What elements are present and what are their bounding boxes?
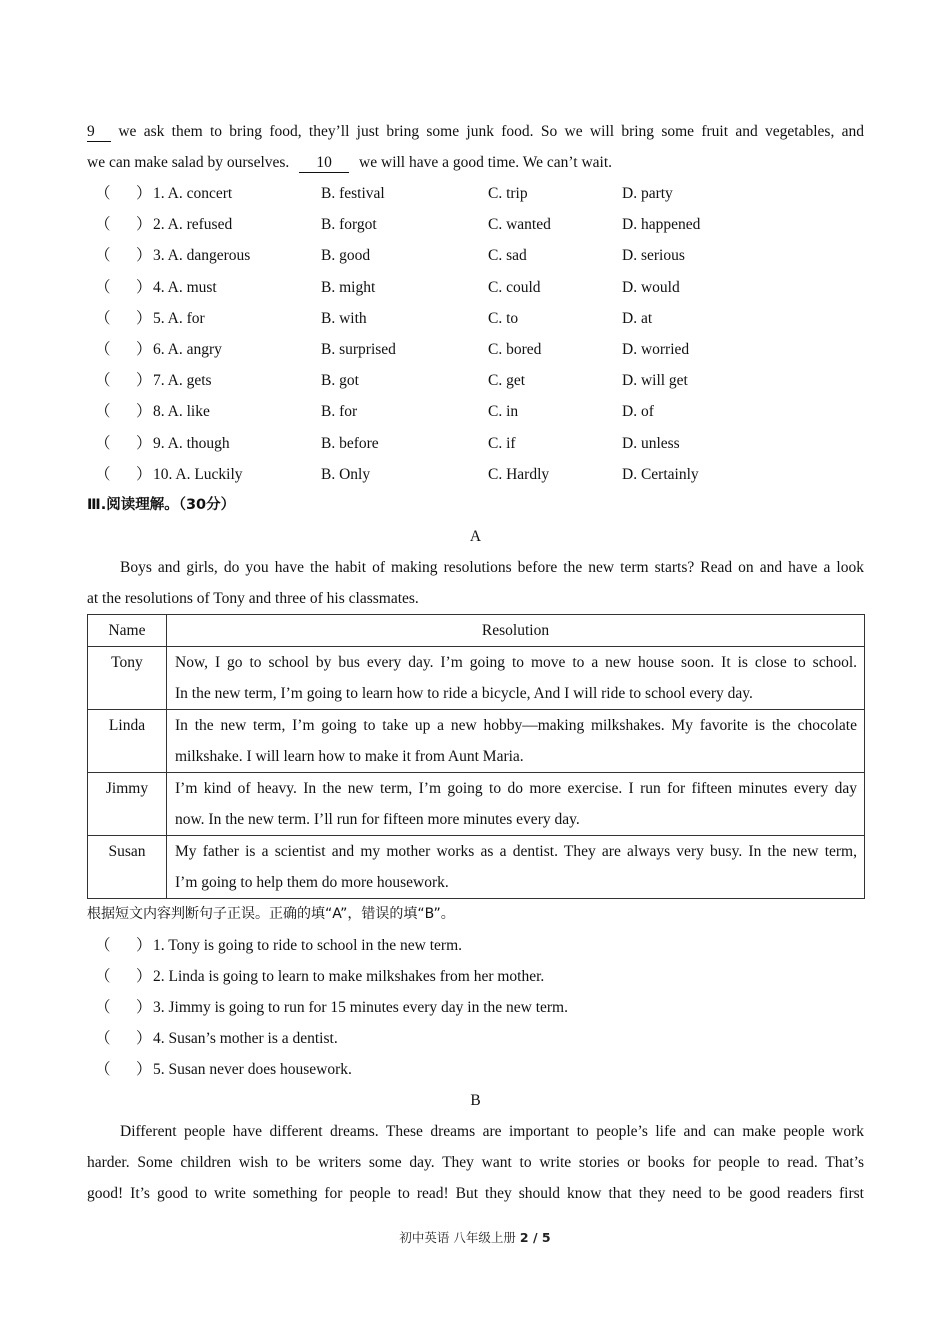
option-a: 2. A. refused (153, 216, 233, 234)
paren-open: （ (95, 372, 111, 390)
option-b: B. good (321, 247, 371, 265)
resolution-table (87, 614, 865, 899)
table-cell-name: Susan (88, 835, 167, 898)
passage-b-line-3: good! It’s good to write something for people to read! But they should know that they need to be good readers first (87, 1184, 864, 1202)
passage-b-line-2: harder. Some children wish to be writers some day. They want to write stories or books for people to read. That’s (87, 1153, 864, 1171)
cloze-text: we ask them to bring food, they’ll just bring some junk food. So we will bring some fruit and vegetables, and (118, 123, 865, 140)
paren-close: ） (136, 465, 152, 483)
question-row (87, 428, 864, 459)
table-row (88, 646, 865, 709)
option-b: B. before (321, 434, 379, 452)
option-d: D. party (622, 185, 673, 202)
question-row (87, 209, 864, 240)
cloze-text: we will have a good time. We can’t wait. (359, 154, 613, 171)
option-d: D. serious (622, 247, 685, 265)
question-row (87, 178, 864, 209)
paren-open: （ (95, 278, 111, 296)
paren-open: （ (95, 247, 111, 265)
option-c: C. to (488, 309, 519, 327)
cloze-line-1 (87, 116, 864, 147)
option-d: D. would (622, 278, 680, 296)
option-a: 1. A. concert (153, 185, 233, 202)
paren-close: ） (136, 998, 152, 1016)
option-a: 7. A. gets (153, 372, 212, 390)
paren-open: （ (95, 216, 111, 234)
question-row (87, 303, 864, 334)
option-a: 6. A. angry (153, 340, 222, 358)
paren-open: （ (95, 309, 111, 327)
option-a: 8. A. like (153, 403, 210, 421)
table-cell-name: Tony (88, 646, 167, 709)
option-d: D. of (622, 403, 654, 421)
paren-close: ） (136, 247, 152, 265)
page-number: 2 / 5 (519, 1230, 551, 1245)
question-row (87, 334, 864, 365)
paren-open: （ (95, 340, 111, 358)
option-b: B. got (321, 372, 359, 390)
paren-close: ） (136, 309, 152, 327)
statement-row (87, 1054, 864, 1085)
paren-open: （ (95, 998, 111, 1016)
table-header-name: Name (88, 614, 167, 646)
option-c: C. in (488, 403, 519, 421)
paren-open: （ (95, 185, 111, 202)
cloze-options (87, 178, 864, 490)
option-b: B. forgot (321, 216, 377, 234)
table-cell-resolution (167, 835, 865, 898)
paren-close: ） (136, 1029, 152, 1047)
option-d: D. worried (622, 340, 690, 358)
table-cell-resolution (167, 709, 865, 772)
table-cell-resolution (167, 772, 865, 835)
cloze-text: we can make salad by ourselves. (87, 154, 290, 171)
option-c: C. bored (488, 340, 542, 358)
option-c: C. wanted (488, 216, 551, 234)
paren-open: （ (95, 1029, 111, 1047)
resolution-line-2: In the new term, I’m going to learn how to ride a bicycle, And I will ride to school every day. (175, 684, 753, 702)
worksheet-page (87, 116, 864, 1209)
cloze-line-2 (87, 147, 864, 178)
paren-close: ） (136, 434, 152, 452)
paren-open: （ (95, 465, 111, 483)
footer-text: 初中英语 八年级上册 (399, 1230, 516, 1245)
option-d: D. will get (622, 372, 688, 390)
cloze-blank-10: 10 (299, 154, 349, 173)
paren-close: ） (136, 967, 152, 985)
option-c: C. if (488, 434, 516, 452)
paren-close: ） (136, 403, 152, 421)
paren-open: （ (95, 403, 111, 421)
paren-open: （ (95, 936, 111, 954)
option-d: D. Certainly (622, 465, 699, 483)
resolution-line-1: Now, I go to school by bus every day. I’m going to move to a new house soon. It is close to school. (175, 653, 857, 671)
question-row (87, 396, 864, 427)
paren-close: ） (136, 340, 152, 358)
resolution-line-2: now. In the new term. I’ll run for fifteen more minutes every day. (175, 810, 580, 828)
question-row (87, 240, 864, 271)
option-d: D. unless (622, 434, 680, 452)
option-a: 10. A. Luckily (153, 465, 243, 483)
resolution-line-1: My father is a scientist and my mother works as a dentist. They are always very busy. In the new term, (175, 842, 857, 860)
option-b: B. might (321, 278, 376, 296)
option-a: 4. A. must (153, 278, 217, 296)
statement-text: 1. Tony is going to ride to school in the new term. (153, 936, 463, 954)
table-cell-name: Jimmy (88, 772, 167, 835)
passage-b-label: B (470, 1091, 481, 1109)
resolution-line-1: In the new term, I’m going to take up a new hobby—making milkshakes. My favorite is the chocolate (175, 716, 857, 734)
statement-text: 5. Susan never does housework. (153, 1060, 352, 1078)
paren-close: ） (136, 216, 152, 234)
paren-close: ） (136, 936, 152, 954)
table-cell-name: Linda (88, 709, 167, 772)
question-row (87, 459, 864, 490)
passage-b-line-1: Different people have different dreams. These dreams are important to people’s life and can make people work (120, 1122, 864, 1140)
paren-close: ） (136, 185, 152, 202)
section-title: Ⅲ.阅读理解。（30分） (87, 496, 236, 513)
paren-close: ） (136, 278, 152, 296)
table-row (88, 835, 865, 898)
option-b: B. festival (321, 185, 385, 202)
option-a: 5. A. for (153, 309, 205, 327)
option-b: B. with (321, 309, 367, 327)
statement-row (87, 1023, 864, 1054)
statement-text: 4. Susan’s mother is a dentist. (153, 1029, 338, 1047)
paren-open: （ (95, 967, 111, 985)
resolution-line-2: I’m going to help them do more housework. (175, 873, 449, 891)
resolution-line-1: I’m kind of heavy. In the new term, I’m going to do more exercise. I run for fifteen minutes every day (175, 779, 857, 797)
statement-row (87, 961, 864, 992)
passage-a-intro-1: Boys and girls, do you have the habit of making resolutions before the new term starts? Read on and have a look (120, 558, 864, 576)
option-c: C. trip (488, 185, 528, 202)
option-c: C. sad (488, 247, 527, 265)
true-false-instruction: 根据短文内容判断句子正误。正确的填“A”，错误的填“B”。 (87, 905, 455, 922)
page-footer (0, 1228, 950, 1246)
table-header-resolution: Resolution (167, 614, 865, 646)
option-b: B. Only (321, 465, 371, 483)
statement-row (87, 930, 864, 961)
option-c: C. could (488, 278, 541, 296)
true-false-questions (87, 930, 864, 1085)
option-a: 3. A. dangerous (153, 247, 251, 265)
statement-text: 3. Jimmy is going to run for 15 minutes every day in the new term. (153, 998, 568, 1016)
paren-close: ） (136, 372, 152, 390)
option-c: C. Hardly (488, 465, 550, 483)
cloze-blank-9: 9 (87, 123, 111, 142)
option-a: 9. A. though (153, 434, 230, 452)
option-b: B. surprised (321, 340, 396, 358)
question-row (87, 365, 864, 396)
table-row (88, 772, 865, 835)
statement-row (87, 992, 864, 1023)
paren-open: （ (95, 1060, 111, 1078)
option-b: B. for (321, 403, 358, 421)
paren-close: ） (136, 1060, 152, 1078)
statement-text: 2. Linda is going to learn to make milkshakes from her mother. (153, 967, 545, 985)
question-row (87, 272, 864, 303)
option-d: D. happened (622, 216, 701, 234)
resolution-line-2: milkshake. I will learn how to make it from Aunt Maria. (175, 747, 524, 765)
table-cell-resolution (167, 646, 865, 709)
table-row (88, 709, 865, 772)
table-header-row (88, 614, 865, 646)
passage-a-intro-2: at the resolutions of Tony and three of his classmates. (87, 589, 419, 607)
paren-open: （ (95, 434, 111, 452)
option-d: D. at (622, 309, 653, 327)
option-c: C. get (488, 372, 526, 390)
passage-a-label: A (469, 527, 482, 545)
